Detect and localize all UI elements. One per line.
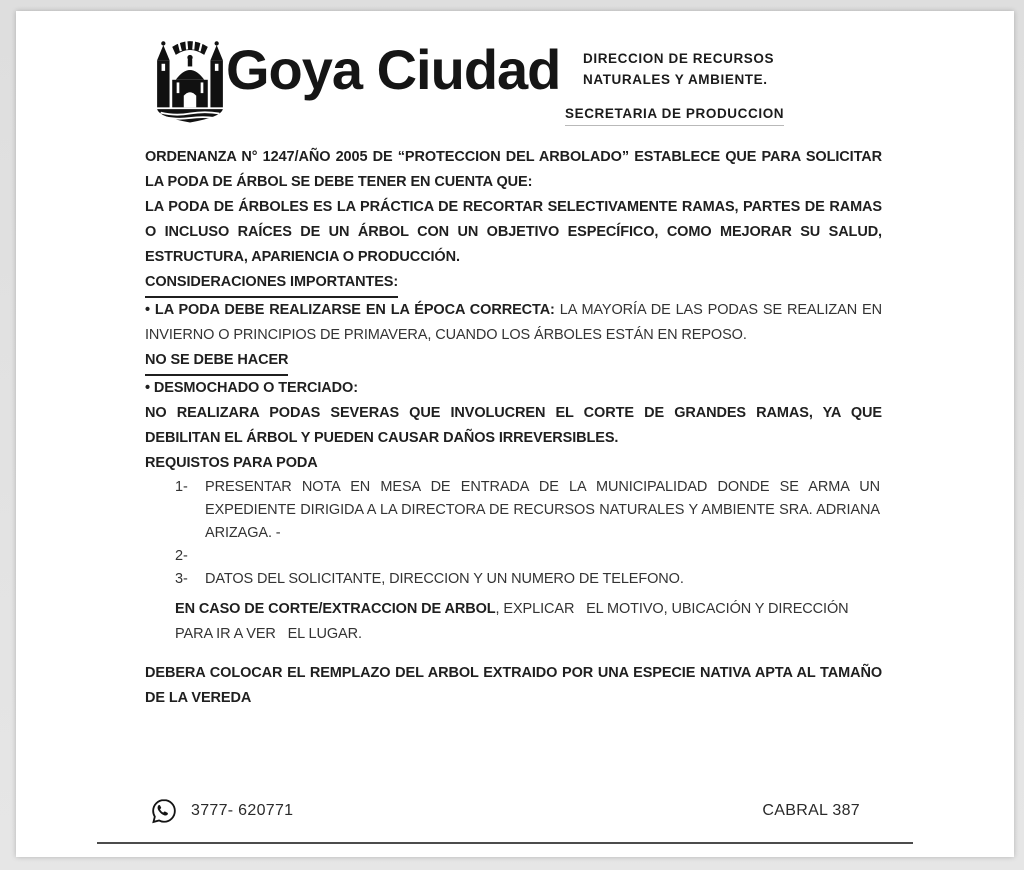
- document-page: [16, 11, 1014, 857]
- department-line-1: DIRECCION DE RECURSOS: [583, 51, 775, 66]
- paragraph-definicion-poda: LA PODA DE ÁRBOLES ES LA PRÁCTICA DE RECORTAR SELECTIVAMENTE RAMAS, PARTES DE RAMAS O INCLUSO RAÍCES DE UN ÁRBOL CON UN OBJETIVO ESPECÍFICO, COMO MEJORAR SU SALUD, ESTRUCTURA, APARIENCIA O PRODUCCIÓN.: [145, 199, 882, 265]
- list-item-number: 3-: [175, 571, 188, 587]
- heading-no-se-debe-hacer-text: NO SE DEBE HACER: [145, 348, 288, 376]
- paragraph-caso-corte-extraccion: [145, 597, 882, 647]
- requisitos-list: [145, 476, 882, 591]
- list-item-text: [205, 545, 880, 568]
- list-item-number: 1-: [175, 479, 188, 495]
- caso-bold-text: EN CASO DE CORTE/EXTRACCION DE ARBOL: [175, 601, 496, 617]
- bullet-epoca-bold-text: • LA PODA DEBE REALIZARSE EN LA ÉPOCA CORRECTA:: [145, 302, 560, 318]
- heading-consideraciones-text: CONSIDERACIONES IMPORTANTES:: [145, 270, 398, 298]
- list-item: [145, 476, 882, 545]
- paragraph-ordenanza: ORDENANZA N° 1247/AÑO 2005 DE “PROTECCION DEL ARBOLADO” ESTABLECE QUE PARA SOLICITAR LA PODA DE ÁRBOL SE DEBE TENER EN CUENTA QUE:: [145, 149, 882, 190]
- heading-consideraciones: [145, 270, 882, 298]
- brand-title: Goya Ciudad: [226, 38, 561, 101]
- document-body: [145, 145, 882, 711]
- department-block: [583, 48, 774, 90]
- heading-requisitos-poda: REQUISTOS PARA PODA: [145, 455, 318, 471]
- list-item-number: 2-: [175, 548, 188, 564]
- address: CABRAL 387: [762, 802, 860, 819]
- bullet-epoca-rest-text: LA MAYORÍA DE LAS PODAS SE REALIZAN EN INVIERNO O PRINCIPIOS DE PRIMAVERA, CUANDO LOS ÁRBOLES ESTÁN EN REPOSO.: [145, 302, 882, 343]
- paragraph-reemplazo-arbol: DEBERA COLOCAR EL REMPLAZO DEL ARBOL EXTRAIDO POR UNA ESPECIE NATIVA APTA AL TAMAÑO DE LA VEREDA: [145, 665, 882, 706]
- phone-number: 3777- 620771: [191, 802, 294, 819]
- document-footer: [150, 797, 860, 825]
- list-item-text: PRESENTAR NOTA EN MESA DE ENTRADA DE LA MUNICIPALIDAD DONDE SE ARMA UN EXPEDIENTE DIRIGIDA A LA DIRECTORA DE RECURSOS NATURALES Y AMBIENTE SRA. ADRIANA ARIZAGA. -: [205, 479, 880, 541]
- list-item-text: DATOS DEL SOLICITANTE, DIRECCION Y UN NUMERO DE TELEFONO.: [205, 571, 684, 587]
- bullet-epoca-correcta: [145, 298, 882, 348]
- paragraph-podas-severas: NO REALIZARA PODAS SEVERAS QUE INVOLUCREN EL CORTE DE GRANDES RAMAS, YA QUE DEBILITAN EL ÁRBOL Y PUEDEN CAUSAR DAÑOS IRREVERSIBLES.: [145, 405, 882, 446]
- department-line-2: NATURALES Y AMBIENTE.: [583, 72, 768, 87]
- caso-rest-text: , EXPLICAR EL MOTIVO, UBICACIÓN Y DIRECCIÓN PARA IR A VER EL LUGAR.: [175, 601, 861, 642]
- bottom-divider: [97, 842, 913, 844]
- list-item: [145, 545, 882, 568]
- goya-crest-logo: [150, 32, 230, 124]
- list-item: [145, 568, 882, 591]
- secretaria-line: SECRETARIA DE PRODUCCION: [565, 106, 784, 126]
- whatsapp-icon: [150, 797, 178, 825]
- heading-no-se-debe-hacer: [145, 348, 882, 376]
- bullet-desmochado: • DESMOCHADO O TERCIADO:: [145, 380, 358, 396]
